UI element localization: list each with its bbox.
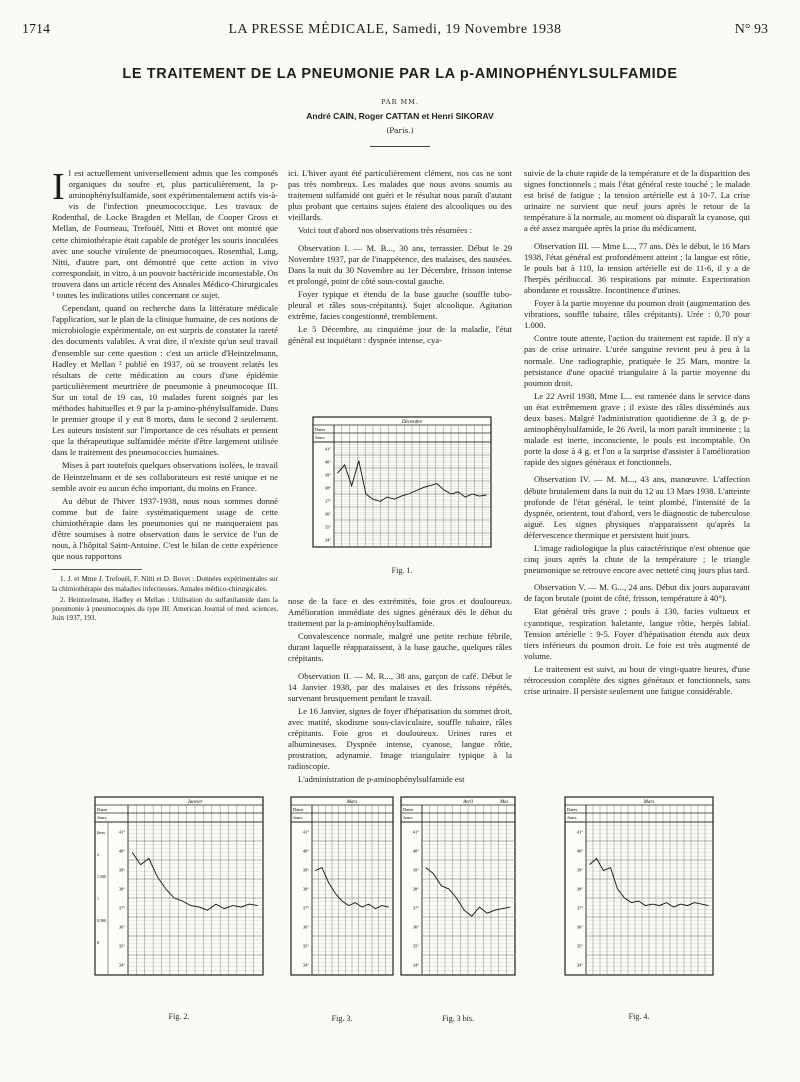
y-tick-label: 37° <box>324 498 331 504</box>
side-label: 1 <box>97 896 99 901</box>
dates-label: Dates <box>403 807 414 812</box>
paragraph: Cependant, quand on recherche dans la littérature médicale l'application, sur le plan de la clinique humaine, de ces notions de microbiologie expérimentale, on est surpris de constater la rareté des documents valables. A vrai dire, il n'existe qu'un seul travail d'ensemble sur cette question : c'est un article d'Heintzelmann, Hadley et Mellan ² publié en 1937, où se trouvent relatés les résultats de cette médication au cours d'une épidémie particulièrement meurtrière de pneumonie à pneumocoque III. Sur un total de 19 cas, 10 malades furent soignés par les méthodes habituelles et 9 par la p-amino-phénylsulfamide. Dans le premier groupe il y eut 8 morts, dans le second 2 seulement. Les auteurs insistent sur l'importance de ces résultats et pensent que la thérapeutique sulfamidée mérite d'être largement utilisée dans le traitement des pneumococcies humaines. <box>52 303 278 458</box>
footnotes <box>52 575 278 623</box>
y-tick-label: 34° <box>412 962 419 968</box>
y-tick-label: 40° <box>302 848 309 854</box>
y-tick-label: 34° <box>576 962 583 968</box>
paragraph: ici. L'hiver ayant été particulièrement clément, nos cas ne sont pas très nombreux. Les malades que nous avons soumis au traitement sulfamidé ont guéri et le résultat nous paraît d'autant plus probant que certains sujets étaient des alcooliques ou des vieillards. <box>288 168 512 223</box>
observation-3: Observation III. — Mme L..., 77 ans. Dès le début, le 16 Mars 1938, l'état général est profondément atteint ; la langue est rôtie, le pouls bat à 110, la tension artérielle est de 11-6, il y a de l'herpès péribuccal. 36 respirations par minute. Expectoration abondante et roussâtre. Incontinence d'urines. <box>524 240 750 295</box>
month-label: Décembre <box>401 420 423 425</box>
y-tick-label: 40° <box>412 848 419 854</box>
column-1 <box>52 168 278 626</box>
paragraph: Au début de l'hiver 1937-1938, nous nous sommes donné comme but de faire systématiquement usage de cette chimiothérapie dans les pneumonies qui ne manqueraient pas d'être soumises à notre observation dans le service de l'un de nous, à l'hôpital Saint-Antoine. C'est le bilan de cette expérience que nous rapportons <box>52 495 278 562</box>
paragraph: Contre toute attente, l'action du traitement est rapide. Il n'y a pas de crise urinaire. L'urée sanguine revient peu à peu à la normale. Une radiographie, pratiquée le 25 Mars, montre la persistance d'une opacité triangulaire à la partie moyenne du poumon droit. <box>524 333 750 388</box>
month-label: Mai <box>499 800 509 805</box>
y-tick-label: 40° <box>118 848 125 854</box>
temperature-grid <box>400 796 516 976</box>
jours-label: Jours <box>403 815 413 820</box>
y-tick-label: 40° <box>576 848 583 854</box>
y-tick-label: 34° <box>324 537 331 543</box>
paragraph: nose de la face et des extrémités, foie gros et douloureux. Amélioration immédiate des signes généraux dès le début du traitement par la p-aminophénylsulfamide. <box>288 596 512 629</box>
observation-2: Observation II. — M. R..., 38 ans, garçon de café. Début le 14 Janvier 1938, par des malaises et des frissons répétés, survenant brusquement pendant le travail. <box>288 670 512 703</box>
month-label: Avril <box>463 800 473 805</box>
y-tick-label: 36° <box>118 924 125 930</box>
y-tick-label: 39° <box>302 867 309 873</box>
jours-label: Jours <box>315 435 325 440</box>
figure-3bis-temperature-chart <box>400 796 516 976</box>
par-mm: PAR MM. <box>381 98 419 106</box>
page-header <box>22 22 768 40</box>
paragraph: Le 5 Décembre, au cinquième jour de la maladie, l'état général est inquiétant : dyspnée intense, cya- <box>288 324 512 346</box>
side-label: litres <box>97 830 105 835</box>
y-tick-label: 41° <box>324 446 331 452</box>
footnote: 1. J. et Mme J. Trefouël, F. Nitti et D. Bovet : Données expérimentales sur la chimiothérapie des maladies infectieuses. Annales médico-chirurgicales. <box>52 575 278 593</box>
y-tick-label: 38° <box>302 886 309 892</box>
paragraph: Voici tout d'abord nos observations très résumées : <box>298 225 472 236</box>
journal-title: LA PRESSE MÉDICALE, Samedi, 19 Novembre 1938 <box>228 22 562 37</box>
side-label: 0,500 <box>97 918 106 923</box>
paragraph: suivie de la chute rapide de la température et de la disparition des signes fonctionnels ; mais l'état général reste touché ; le malade est brisé de fatigue ; la tension artérielle est à 10-7. La crise urinaire ne survient que neuf jours après le retour de la température à la normale, au moment où disparaît la cyanose, qui a été assez marquée après la prise du médicament. <box>524 168 750 234</box>
temperature-grid <box>290 796 394 976</box>
y-tick-label: 37° <box>118 905 125 911</box>
paragraph: Mises à part toutefois quelques observations isolées, le travail de Heintzelmann et de ses collaborateurs est resté unique et ne semble avoir eu aucun écho important, du moins en France. <box>52 460 278 493</box>
dates-label: Dates <box>293 807 304 812</box>
y-tick-label: 38° <box>412 886 419 892</box>
observation-1: Observation I. — M. B..., 30 ans, terrassier. Début le 29 Novembre 1937, par de l'inappétence, des malaises, des nausées. Dans la nuit du 30 Novembre au 1er Décembre, frisson intense et prolongé, point de côté sous-costal gauche. <box>288 242 512 286</box>
y-tick-label: 35° <box>412 943 419 949</box>
dates-label: Dates <box>315 427 326 432</box>
y-tick-label: 37° <box>412 905 419 911</box>
y-tick-label: 40° <box>324 459 331 465</box>
y-tick-label: 35° <box>118 943 125 949</box>
y-tick-label: 39° <box>576 867 583 873</box>
drop-cap: I <box>52 166 65 208</box>
temperature-grid <box>564 796 714 976</box>
side-label: 0 <box>97 940 99 945</box>
paragraph: Le 22 Avril 1938, Mme L... est ramenée dans le service dans un état extrêmement grave ; il existe des râles disséminés aux deux bases. Malgré l'administration quotidienne de 3 g. de p-aminophénylsulfamide, le 26 Avril, la mort paraît imminente ; la malade est inerte, inconsciente, le pouls est incomptable. On porte la dose à 4 g. et l'on a la surprise d'assister à l'amélioration rapide des signes généraux et fonctionnels. <box>524 390 750 468</box>
location: (Paris.) <box>386 126 414 135</box>
figure-4-caption: Fig. 4. <box>628 1012 650 1021</box>
y-tick-label: 35° <box>576 943 583 949</box>
y-tick-label: 39° <box>118 867 125 873</box>
y-tick-label: 41° <box>576 829 583 835</box>
y-tick-label: 35° <box>324 524 331 530</box>
y-tick-label: 38° <box>118 886 125 892</box>
y-tick-label: 38° <box>576 886 583 892</box>
figure-3bis-caption: Fig. 3 bis. <box>441 1014 474 1023</box>
y-tick-label: 37° <box>576 905 583 911</box>
page-number: 1714 <box>22 22 50 37</box>
temperature-grid <box>312 416 492 548</box>
observation-4: Observation IV. — M. M..., 43 ans, manœuvre. L'affection débute brutalement dans la nuit du 12 au 13 Mars 1938. L'atteinte profonde de l'état général, le teint plombé, l'intensité de la dyspnée, orientent, tout d'abord, vers le diagnostic de tuberculose aiguë. Les signes physiques n'apparaissent qu'après la défervescence thermique et persistent huit jours. <box>524 474 750 540</box>
paragraph: Convalescence normale, malgré une petite rechute fébrile, durant laquelle réapparaissent, à la base gauche, quelques râles crépitants. <box>288 631 512 664</box>
dates-label: Dates <box>97 807 108 812</box>
temperature-grid <box>94 796 264 976</box>
y-tick-label: 41° <box>302 829 309 835</box>
jours-label: Jours <box>567 815 577 820</box>
title-rule <box>370 146 430 147</box>
figure-1-temperature-chart <box>312 416 492 548</box>
y-tick-label: 34° <box>302 962 309 968</box>
authors: André CAIN, Roger CATTAN et Henri SIKORAV <box>306 111 494 121</box>
paragraph: Foyer à la partie moyenne du poumon droit (augmentation des vibrations, souffle tubaire, râles crépitants). Urée : 0,70 pour 1.000. <box>524 298 750 331</box>
jours-label: Jours <box>293 815 303 820</box>
jours-label: Jours <box>97 815 107 820</box>
paragraph: Le traitement est suivi, au bout de vingt-quatre heures, d'une rétrocession complète des signes généraux et fonctionnels, sans crise urinaire. Il persiste seulement une fatigue considérable. <box>524 663 750 697</box>
paragraph: Foyer typique et étendu de la base gauche (souffle tubo-pleural et râles sous-crépitants). Sujet alcoolique. Agitation extrême, facies congestionné, tremblement. <box>288 288 512 322</box>
figure-2-temperature-chart <box>94 796 264 976</box>
month-label: Mars <box>346 800 358 805</box>
figure-3-temperature-chart <box>290 796 394 976</box>
y-tick-label: 39° <box>412 867 419 873</box>
issue-number: N° 93 <box>734 22 768 37</box>
month-label: Mars <box>643 800 655 805</box>
paragraph: Il est actuellement universellement admis que les composés organiques du soufre et, plus particulièrement, la p-aminophénylsulfamide, sont expérimentalement actifs vis-à-vis de l'infection pneumococcique. Les travaux de Rodenthal, de Locke Bragden et Mellan, de Cooper Gross et Mellan, de Fourneau, Trefouël, Nitti et Bovet ont montré que cette chimiothérapie était capable de protéger les souris inoculées avec une souche virulente de pneumocoques. Rosenthal, Lang, Nitti, d'autre part, ont démontré que cette action in vivo correspondait, in vitro, à un pouvoir bactéricide incontestable. On trouvera dans un article récent des Annales Médico-Chirurgicales ¹ toutes les indications utiles concernant ce sujet. <box>52 166 278 301</box>
figure-3-caption: Fig. 3. <box>331 1014 353 1023</box>
y-tick-label: 41° <box>412 829 419 835</box>
column-3 <box>524 168 750 699</box>
y-tick-label: 36° <box>412 924 419 930</box>
paragraph: Le 16 Janvier, signes de foyer d'hépatisation du sommet droit, avec matité, skodisme sous-claviculaire, souffle tubaire, râles crépitants. Foie gros et douloureux. Urines rares et albumineuses. Dyspnée intense, cyanose, langue rôtie, prostration, adynamie. Image triangulaire typique à la radioscopie. <box>288 705 512 772</box>
y-tick-label: 36° <box>324 511 331 517</box>
observation-5: Observation V. — M. G..., 24 ans. Début dix jours auparavant de façon brutale (point de côté, frisson, température à 40°). <box>524 582 750 604</box>
column-2 <box>288 168 512 348</box>
y-tick-label: 38° <box>324 485 331 491</box>
side-label: 2 <box>97 852 99 857</box>
y-tick-label: 37° <box>302 905 309 911</box>
article-title: LE TRAITEMENT DE LA PNEUMONIE PAR LA p-AMINOPHÉNYLSULFAMIDE <box>122 66 678 82</box>
month-label: Janvier <box>187 800 203 805</box>
figure-2-caption: Fig. 2. <box>168 1012 190 1021</box>
y-tick-label: 39° <box>324 472 331 478</box>
figure-1-caption: Fig. 1. <box>391 566 413 575</box>
paragraph: L'image radiologique la plus caractéristique n'est obtenue que cinq jours après la chute de la température ; le triangle pneumonique se retrouve encore avec netteté cinq jours plus tard. <box>524 543 750 576</box>
y-tick-label: 41° <box>118 829 125 835</box>
column-2-lower <box>288 596 512 788</box>
figure-4-temperature-chart <box>564 796 714 976</box>
side-label: 1.500 <box>97 874 106 879</box>
y-tick-label: 34° <box>118 962 125 968</box>
footnote-rule <box>52 569 142 570</box>
dates-label: Dates <box>567 807 578 812</box>
paragraph: L'administration de p-aminophénylsulfamide est <box>298 774 465 785</box>
y-tick-label: 36° <box>302 924 309 930</box>
y-tick-label: 35° <box>302 943 309 949</box>
footnote: 2. Heintzelmann, Hadley et Mellan : Utilisation du sulfanilamide dans la pneumonie à pneumocoques du type III. American Journal of med. sciences, Juin 1937, 193. <box>52 595 278 623</box>
paragraph: Etat général très grave ; pouls à 130, facies vultueux et cyanotique, respiration haletante, langue rôtie, herpès labial. Tension artérielle : 9-5. Foyer d'hépatisation étendu aux deux tiers inférieurs du poumon droit. Le foie est très augmenté de volume. <box>524 606 750 661</box>
y-tick-label: 36° <box>576 924 583 930</box>
